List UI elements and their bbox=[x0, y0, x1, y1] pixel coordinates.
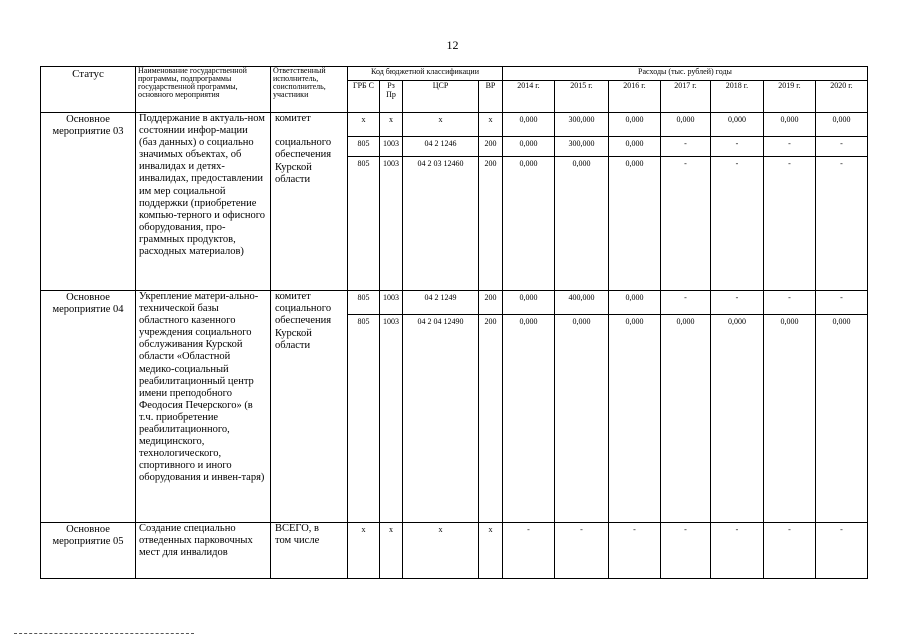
responsible-line: том числе bbox=[275, 535, 320, 547]
vr-cell: x bbox=[479, 113, 503, 137]
header-year: 2014 г. bbox=[503, 81, 555, 113]
grbs-cell: 805 bbox=[348, 315, 380, 523]
header-year: 2019 г. bbox=[764, 81, 816, 113]
status-cell: Основное мероприятие 04 bbox=[41, 291, 136, 523]
responsible-line: ВСЕГО, в bbox=[275, 523, 320, 534]
rzpr-cell: 1003 bbox=[380, 315, 403, 523]
value-cell: 0,000 bbox=[661, 113, 711, 137]
csr-cell: x bbox=[403, 113, 479, 137]
rzpr-cell: 1003 bbox=[380, 157, 403, 291]
name-cell: Создание специально отведенных парковочных мест для инвалидов bbox=[136, 523, 271, 579]
value-cell: 0,000 bbox=[609, 291, 661, 315]
value-cell: 400,000 bbox=[555, 291, 609, 315]
status-cell: Основное мероприятие 05 bbox=[41, 523, 136, 579]
grbs-cell: 805 bbox=[348, 137, 380, 157]
value-cell: 0,000 bbox=[764, 315, 816, 523]
responsible-cell bbox=[271, 291, 348, 523]
responsible-line: обеспечения bbox=[275, 315, 332, 327]
value-cell: - bbox=[764, 291, 816, 315]
name-cell: Укрепление матери-ально-технической базы областного казенного учреждения социального обслуживания Курской области «Областной медико-социальный реабилитационный центр имени преподобного Феодосия Печерского» (в т.ч. приобретение реабилитационного, медицинского, технологического, спортивного и иного оборудования и инвен-таря) bbox=[136, 291, 271, 523]
responsible-line: социального bbox=[275, 303, 332, 315]
grbs-cell: 805 bbox=[348, 291, 380, 315]
value-cell: 0,000 bbox=[503, 315, 555, 523]
header-name: Наименование государственной программы, подпрограммы государственной программы, основного мероприятия bbox=[136, 67, 271, 113]
value-cell: 0,000 bbox=[711, 113, 764, 137]
header-rzpr: Рз Пр bbox=[380, 81, 403, 113]
value-cell: - bbox=[661, 137, 711, 157]
value-cell: - bbox=[609, 523, 661, 579]
value-cell: 0,000 bbox=[816, 113, 868, 137]
header-year: 2016 г. bbox=[609, 81, 661, 113]
value-cell: 0,000 bbox=[711, 315, 764, 523]
vr-cell: 200 bbox=[479, 157, 503, 291]
value-cell: 0,000 bbox=[661, 315, 711, 523]
value-cell: 300,000 bbox=[555, 113, 609, 137]
rzpr-cell: x bbox=[380, 523, 403, 579]
value-cell: 0,000 bbox=[555, 157, 609, 291]
value-cell: 0,000 bbox=[503, 137, 555, 157]
grbs-cell: x bbox=[348, 523, 380, 579]
header-budget-code: Код бюджетной классификации bbox=[348, 67, 503, 81]
value-cell: 0,000 bbox=[555, 315, 609, 523]
rzpr-cell: 1003 bbox=[380, 137, 403, 157]
header-year: 2018 г. bbox=[711, 81, 764, 113]
value-cell: 0,000 bbox=[503, 291, 555, 315]
value-cell: 0,000 bbox=[609, 113, 661, 137]
value-cell: - bbox=[816, 157, 868, 291]
table-row bbox=[41, 291, 868, 315]
value-cell: - bbox=[661, 157, 711, 291]
header-year: 2017 г. bbox=[661, 81, 711, 113]
page-number: 12 bbox=[446, 38, 459, 52]
budget-table bbox=[40, 66, 868, 579]
value-cell: 0,000 bbox=[503, 157, 555, 291]
vr-cell: 200 bbox=[479, 291, 503, 315]
responsible-line: Курской bbox=[275, 327, 312, 339]
responsible-line: комитет bbox=[275, 291, 311, 302]
value-cell: 0,000 bbox=[609, 315, 661, 523]
value-cell: - bbox=[503, 523, 555, 579]
csr-cell: x bbox=[403, 523, 479, 579]
responsible-line: обеспечения bbox=[275, 149, 332, 161]
name-cell: Поддержание в актуаль-ном состоянии инфор-мации (баз данных) о социально значимых объектах, об инвалидах и детях-инвалидах, предоставлении им мер социальной поддержки (приобретение компью-терного и офисного оборудования, про-граммных продуктов, расходных материалов) bbox=[136, 113, 271, 291]
header-year: 2015 г. bbox=[555, 81, 609, 113]
value-cell: - bbox=[711, 291, 764, 315]
grbs-cell: x bbox=[348, 113, 380, 137]
vr-cell: 200 bbox=[479, 315, 503, 523]
responsible-line: области bbox=[275, 339, 311, 351]
header-status: Статус bbox=[41, 67, 136, 113]
header-year: 2020 г. bbox=[816, 81, 868, 113]
value-cell: 0,000 bbox=[816, 315, 868, 523]
header-expenses: Расходы (тыс. рублей) годы bbox=[503, 67, 868, 81]
vr-cell: x bbox=[479, 523, 503, 579]
responsible-line: комитет bbox=[275, 113, 311, 124]
header-csr: ЦСР bbox=[403, 81, 479, 113]
value-cell: 0,000 bbox=[609, 157, 661, 291]
header-vr: ВР bbox=[479, 81, 503, 113]
value-cell: - bbox=[661, 523, 711, 579]
table-row bbox=[41, 113, 868, 137]
value-cell: - bbox=[764, 137, 816, 157]
value-cell: - bbox=[764, 157, 816, 291]
page-footer-line bbox=[14, 633, 194, 634]
grbs-cell: 805 bbox=[348, 157, 380, 291]
csr-cell: 04 2 04 12490 bbox=[403, 315, 479, 523]
value-cell: - bbox=[764, 523, 816, 579]
rzpr-cell: x bbox=[380, 113, 403, 137]
csr-cell: 04 2 1246 bbox=[403, 137, 479, 157]
header-row-1 bbox=[41, 67, 868, 81]
value-cell: - bbox=[711, 157, 764, 291]
responsible-line: области bbox=[275, 173, 311, 185]
csr-cell: 04 2 1249 bbox=[403, 291, 479, 315]
header-responsible: Ответственный исполнитель, соисполнитель, участники bbox=[271, 67, 348, 113]
value-cell: - bbox=[816, 291, 868, 315]
header-grbs: ГРБ С bbox=[348, 81, 380, 113]
responsible-cell bbox=[271, 113, 348, 291]
vr-cell: 200 bbox=[479, 137, 503, 157]
value-cell: 0,000 bbox=[503, 113, 555, 137]
table-row bbox=[41, 523, 868, 579]
status-cell: Основное мероприятие 03 bbox=[41, 113, 136, 291]
rzpr-cell: 1003 bbox=[380, 291, 403, 315]
value-cell: 0,000 bbox=[609, 137, 661, 157]
value-cell: 300,000 bbox=[555, 137, 609, 157]
value-cell: 0,000 bbox=[764, 113, 816, 137]
value-cell: - bbox=[711, 523, 764, 579]
value-cell: - bbox=[816, 523, 868, 579]
value-cell: - bbox=[816, 137, 868, 157]
value-cell: - bbox=[555, 523, 609, 579]
value-cell: - bbox=[661, 291, 711, 315]
responsible-line: Курской bbox=[275, 161, 312, 173]
csr-cell: 04 2 03 12460 bbox=[403, 157, 479, 291]
responsible-line: социального bbox=[275, 137, 332, 149]
value-cell: - bbox=[711, 137, 764, 157]
responsible-cell bbox=[271, 523, 348, 579]
